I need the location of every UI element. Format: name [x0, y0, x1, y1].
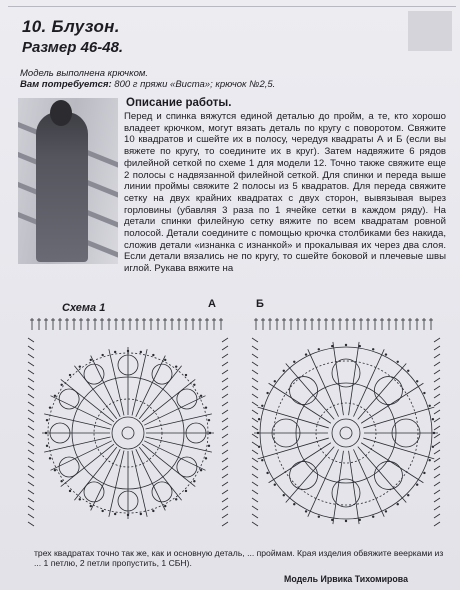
title-block	[8, 6, 456, 56]
diagram-letter-b: Б	[256, 298, 264, 310]
footer-text: трех квадратах точно так же, как и основную деталь, ... проймам. Края изделия обвяжите веерками из ... 1 петлю, 2 петли пропустить, 1 СБН).	[34, 548, 444, 569]
materials-label: Вам потребуется:	[20, 79, 112, 90]
size-label: Размер 46-48.	[22, 39, 124, 56]
scheme-label: Схема 1	[62, 302, 106, 314]
diagram-letter-a: А	[208, 298, 216, 310]
description-text: Перед и спинка вяжутся единой деталью до пройм, а те, кто хорошо владеет крючком, могут вязать деталь по кругу с поворотом. Свяжите 10 квадратов и сшейте их в полосу, чередуя квадраты А и Б (если вы вяжете по кругу, то соедините их в круг). Затем надвяжите 6 рядов филейной сеткой по схеме 1 для модели 12. Точно также свяжите еще 2 полосы с надвязанной филейной сеткой. Для спинки и переда выше линии проймы свяжите 2 полосы из 5 квадратов. Для переда свяжите сетку на двух крайних квадратах с двух сторон, вывязывая вырез горловины (убавляя 3 раза по 1 ячейке сетки в каждом ряду). На детали спинки филейную сетку вяжите по всем квадратам ровной полосой. Детали соедините с помощью крючка столбиками без накида, сложив детали «изнанка с изнанкой» и прокалывая их через два слоя. Если детали вязались не по кругу, то сшейте боковой и плечевые швы иглой. Рукава вяжите на	[124, 111, 446, 275]
crochet-diagram-a	[24, 314, 232, 536]
description-heading: Описание работы.	[126, 97, 232, 109]
author-credit: Модель Ирвика Тихомирова	[284, 574, 408, 584]
page-title: 10. Блузон.	[22, 17, 120, 36]
intro-block	[20, 68, 440, 90]
intro-line: Модель выполнена крючком.	[20, 68, 149, 79]
model-head	[50, 100, 72, 126]
corner-tab	[408, 11, 452, 51]
model-figure	[36, 112, 88, 262]
materials-text: 800 г пряжи «Виста»; крючок №2,5.	[111, 79, 276, 90]
materials-line	[20, 79, 440, 90]
crochet-diagram-b	[248, 314, 444, 536]
model-photo	[18, 98, 118, 264]
